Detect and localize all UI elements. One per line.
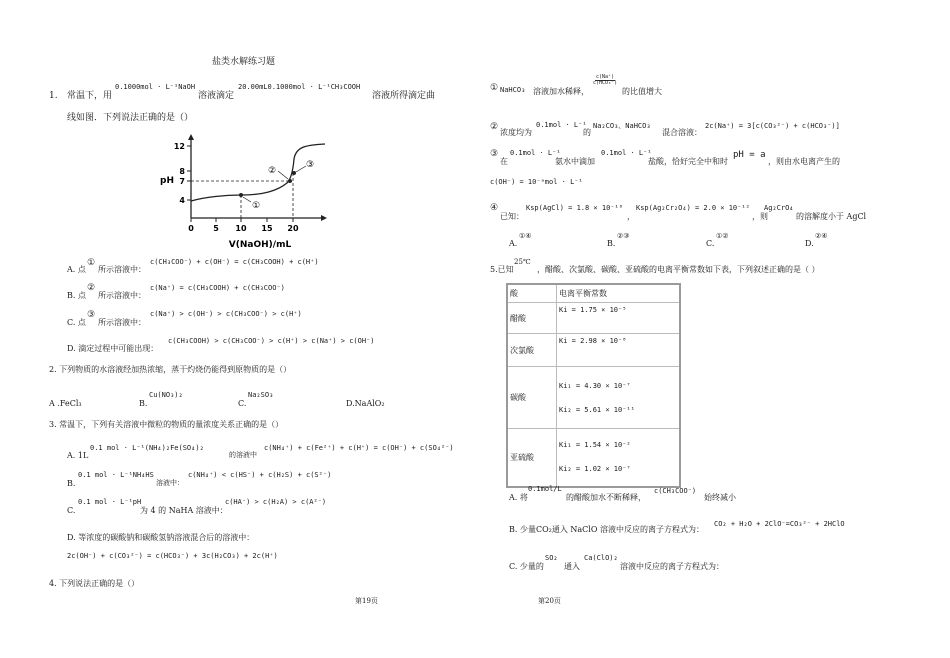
q5-opt-c-text3: 溶液中反应的离子方程式为：: [620, 562, 724, 571]
q2-opt-b: Cu(NO₃)₂: [149, 391, 183, 399]
q5-opt-b-text: B. 少量CO₂通入 NaClO 溶液中反应的离子方程式为：: [509, 525, 704, 534]
s2-formula: 2c(Na⁺) = 3[c(CO₃²⁻) + c(HCO₃⁻)]: [705, 122, 840, 130]
table-cell-acid: 碳酸: [507, 367, 557, 429]
q5-opt-c-gas: SO₂: [545, 554, 558, 562]
s1-frac-num: c(Na⁺): [596, 74, 615, 80]
s1-text-b: 溶液加水稀释，: [533, 87, 589, 96]
s4-mark: ④: [490, 203, 499, 213]
s1-text-a: NaHCO₃: [500, 86, 526, 94]
q1-conc-acid: 20.00mL0.1000mol · L⁻¹CH₃COOH: [238, 83, 361, 91]
point-2-leader: [278, 171, 288, 179]
s1-text-c: 的比值增大: [622, 87, 662, 96]
s2-mark: ②: [490, 122, 499, 132]
point-1-leader: [243, 197, 251, 202]
q5-text-b: ，醋酸、次氯酸、碳酸、亚硫酸的电离平衡常数如下表，下列叙述正确的是（ ）: [537, 265, 820, 274]
point-3-leader: [296, 166, 306, 172]
s3-conc1: 0.1mol · L⁻¹: [510, 149, 561, 157]
q3-b-cond: 0.1 mol · L⁻¹NH₄HS: [78, 471, 154, 479]
x-tick-label-20: 20: [287, 224, 299, 233]
table-row: [507, 367, 680, 429]
s4-ksp1: Ksp(AgCl) = 1.8 × 10⁻¹⁰: [526, 204, 623, 212]
s2-text-c: 混合溶液：: [662, 128, 702, 137]
q4-opt-c-marks: ①②: [716, 232, 729, 240]
s4-ksp2: Ksp(Ag₂Cr₂O₄) = 2.0 × 10⁻¹²: [636, 204, 750, 212]
s4-text-a: 已知：: [500, 212, 524, 221]
q4-opt-b-letter: B.: [607, 239, 616, 248]
q1-opt-a-formula: c(CH₃COO⁻) + c(OH⁻) = c(CH₃COOH) + c(H⁺): [150, 258, 319, 266]
titration-curve: [191, 144, 325, 201]
s3-text-c: 盐酸，恰好完全中和时: [648, 157, 728, 166]
y-tick-label-4: 4: [179, 196, 185, 205]
q3-c-letter: C.: [67, 506, 76, 515]
q5-text-a: 5.已知: [490, 265, 514, 274]
q2-opt-b-letter: B.: [139, 399, 148, 408]
q5-opt-b-formula: CO₂ + H₂O + 2ClO⁻=CO₃²⁻ + 2HClO: [714, 520, 845, 528]
x-tick-label-0: 0: [188, 224, 194, 233]
q3-a-formula: c(NH₄⁺) + c(Fe²⁺) + c(H⁺) = c(OH⁻) + c(SO₄²⁻): [264, 444, 454, 452]
page-title: 盐类水解练习题: [212, 57, 276, 67]
table-row: [507, 429, 680, 487]
table-cell-k2: Ki₂ = 1.02 × 10⁻⁷: [559, 465, 631, 474]
s1-fraction: [593, 72, 617, 88]
s1-frac-den: c(HCO₃⁻): [593, 80, 618, 86]
s3-text-d: ，则由水电离产生的: [768, 157, 840, 166]
page-number-left: 第19页: [355, 597, 378, 605]
table-header-row: [507, 284, 680, 303]
q3-d-formula: 2c(OH⁻) + c(CO₃²⁻) = c(HCO₃⁻) + 3c(H₂CO₃) + 2c(H⁺): [67, 552, 278, 560]
y-axis-label: pH: [160, 176, 174, 186]
q5-opt-c-salt: Ca(ClO)₂: [584, 554, 618, 562]
s4-sep: ，: [627, 212, 635, 221]
q5-opt-a-text2: 的醋酸加水不断稀释，: [566, 493, 646, 502]
table-cell-k1: Ki₁ = 1.54 × 10⁻²: [559, 441, 631, 450]
q1-text-b: 溶液滴定: [198, 91, 235, 101]
q3-a-letter: A. 1L: [67, 451, 89, 460]
table-header-acid: 酸: [507, 284, 557, 303]
q4-opt-d-letter: D.: [805, 239, 814, 248]
q5-temp: 25℃: [514, 258, 531, 266]
q4-opt-c-letter: C.: [706, 239, 715, 248]
q3-d-text: D. 等浓度的碳酸钠和碳酸氢钠溶液混合后的溶液中：: [67, 533, 255, 542]
q3-b-formula: c(NH₄⁺) < c(HS⁻) + c(H₂S) + c(S²⁻): [188, 471, 332, 479]
q5-opt-a-conc: 0.1mol/L: [528, 485, 562, 493]
y-tick-label-12: 12: [173, 142, 185, 151]
q3-a-cond: 0.1 mol · L⁻¹(NH₄)₂Fe(SO₄)₂: [90, 444, 204, 452]
q1-opt-c-mark: ③: [87, 310, 96, 320]
s3-conc2: 0.1mol · L⁻¹: [601, 149, 652, 157]
q1-opt-a-mark: ①: [87, 258, 96, 268]
q3-a-text: 的溶液中: [229, 451, 257, 459]
table-cell-k2: Ki₂ = 5.61 × 10⁻¹¹: [559, 405, 635, 414]
q4-opt-a-letter: A.: [509, 239, 518, 248]
point-1: [239, 193, 243, 197]
table-cell-k1: Ki₁ = 4.30 × 10⁻⁷: [559, 381, 631, 390]
y-axis-arrow: [188, 134, 194, 140]
table-row: [507, 334, 680, 367]
y-tick-label-8: 8: [179, 167, 185, 176]
q4-text: 4. 下列说法正确的是（）: [49, 579, 140, 588]
x-axis-label: V(NaOH)/mL: [228, 240, 292, 250]
point-1-label: ①: [252, 201, 261, 211]
q5-opt-c-text2: 通入: [564, 562, 580, 571]
s4-text-c: 的溶解度小于 AgCl: [796, 212, 867, 221]
s2-conc: 0.1mol · L⁻¹: [536, 121, 587, 129]
q5-opt-a-text: A. 将: [509, 493, 528, 502]
x-tick-label-15: 15: [261, 224, 273, 233]
q2-opt-c: Na₂SO₃: [248, 391, 274, 399]
q3-text: 3. 常温下，下列有关溶液中微粒的物质的量浓度关系正确的是（）: [49, 420, 284, 429]
q3-c-formula: c(HA⁻) > c(H₂A) > c(A²⁻): [225, 498, 327, 506]
q3-c-text: 为 4 的 NaHA 溶液中：: [140, 506, 228, 515]
y-tick-label-7: 7: [179, 177, 185, 186]
q3-b-text: 溶液中：: [156, 479, 184, 487]
q1-number: 1.: [49, 91, 58, 101]
table-row: [507, 303, 680, 334]
s3-text-b: 氨水中滴加: [555, 157, 595, 166]
q2-text: 2. 下列物质的水溶液经加热浓缩，蒸干灼烧仍能得到原物质的是（）: [49, 365, 292, 374]
s4-text-b: ，则: [752, 212, 768, 221]
point-3: [292, 171, 296, 175]
table-cell-constant: Ki = 1.75 × 10⁻⁵: [557, 303, 681, 334]
q3-c-cond: 0.1 mol · L⁻¹pH: [78, 498, 142, 506]
s4-salt: Ag₂CrO₄: [764, 204, 794, 212]
q1-opt-b-text: 所示溶液中：: [98, 291, 146, 300]
point-2: [288, 179, 292, 183]
x-axis-arrow: [321, 215, 327, 221]
q1-text-c: 溶液所得滴定曲: [372, 91, 436, 101]
s2-text-b: 的: [583, 128, 591, 137]
q1-opt-b-formula: c(Na⁺) = c(CH₃COOH) + c(CH₃COO⁻): [150, 284, 285, 292]
q5-opt-a-text3: 始终减小: [704, 493, 736, 502]
titration-chart: [155, 133, 345, 251]
table-cell-acid: 次氯酸: [507, 334, 557, 367]
q1-line2: 线如图．下列说法正确的是（）: [67, 113, 194, 123]
q5-opt-a-expr: c(CH₃COO⁻): [654, 487, 697, 495]
q3-b-letter: B.: [67, 479, 76, 488]
table-cell-constant: Ki = 2.98 × 10⁻⁸: [557, 334, 681, 367]
table-cell-constant: [557, 367, 681, 429]
point-2-label: ②: [268, 166, 277, 176]
q4-opt-a-marks: ①④: [519, 232, 532, 240]
s1-mark: ①: [490, 83, 499, 93]
q1-conc-naoh: 0.1000mol · L⁻¹NaOH: [115, 83, 196, 91]
q4-opt-d-marks: ②④: [815, 232, 828, 240]
q4-opt-b-marks: ②③: [617, 232, 630, 240]
s2-text-a: 浓度均为: [500, 128, 532, 137]
q1-opt-a-text: 所示溶液中：: [98, 265, 146, 274]
table-cell-acid: 醋酸: [507, 303, 557, 334]
ionization-constant-table: [506, 283, 681, 488]
q2-opt-c-letter: C.: [238, 399, 247, 408]
q5-opt-c-text: C. 少量的: [509, 562, 544, 571]
q1-opt-d-formula: c(CH₃COOH) > c(CH₃COO⁻) > c(H⁺) > c(Na⁺) > c(OH⁻): [168, 337, 375, 345]
page-number-right: 第20页: [538, 597, 561, 605]
q1-text-a: 常温下，用: [67, 91, 113, 101]
q2-opt-a: A .FeCl₃: [49, 399, 82, 408]
table-cell-constant: [557, 429, 681, 487]
s3-text-a: 在: [500, 157, 508, 166]
point-3-label: ③: [306, 160, 315, 170]
s2-salts: Na₂CO₃、NaHCO₃: [593, 122, 651, 130]
q1-opt-a-letter: A. 点: [67, 265, 86, 274]
s3-mark: ③: [490, 149, 499, 159]
q1-opt-c-text: 所示溶液中：: [98, 318, 146, 327]
q1-opt-d-letter: D. 滴定过程中可能出现：: [67, 344, 159, 353]
q1-opt-c-letter: C. 点: [67, 318, 86, 327]
table-cell-acid: 亚硫酸: [507, 429, 557, 487]
q2-opt-d: D.NaAlO₂: [346, 399, 385, 408]
q1-opt-c-formula: c(Na⁺) > c(OH⁻) > c(CH₃COO⁻) > c(H⁺): [150, 310, 302, 318]
x-tick-label-5: 5: [213, 224, 219, 233]
q1-opt-b-letter: B. 点: [67, 291, 86, 300]
q1-opt-b-mark: ②: [87, 283, 96, 293]
table-header-constant: 电离平衡常数: [557, 284, 681, 303]
s3-ph: pH = a: [733, 150, 766, 160]
s3-line2: c(OH⁻) = 10⁻ᵃmol · L⁻¹: [490, 178, 583, 186]
x-tick-label-10: 10: [235, 224, 247, 233]
